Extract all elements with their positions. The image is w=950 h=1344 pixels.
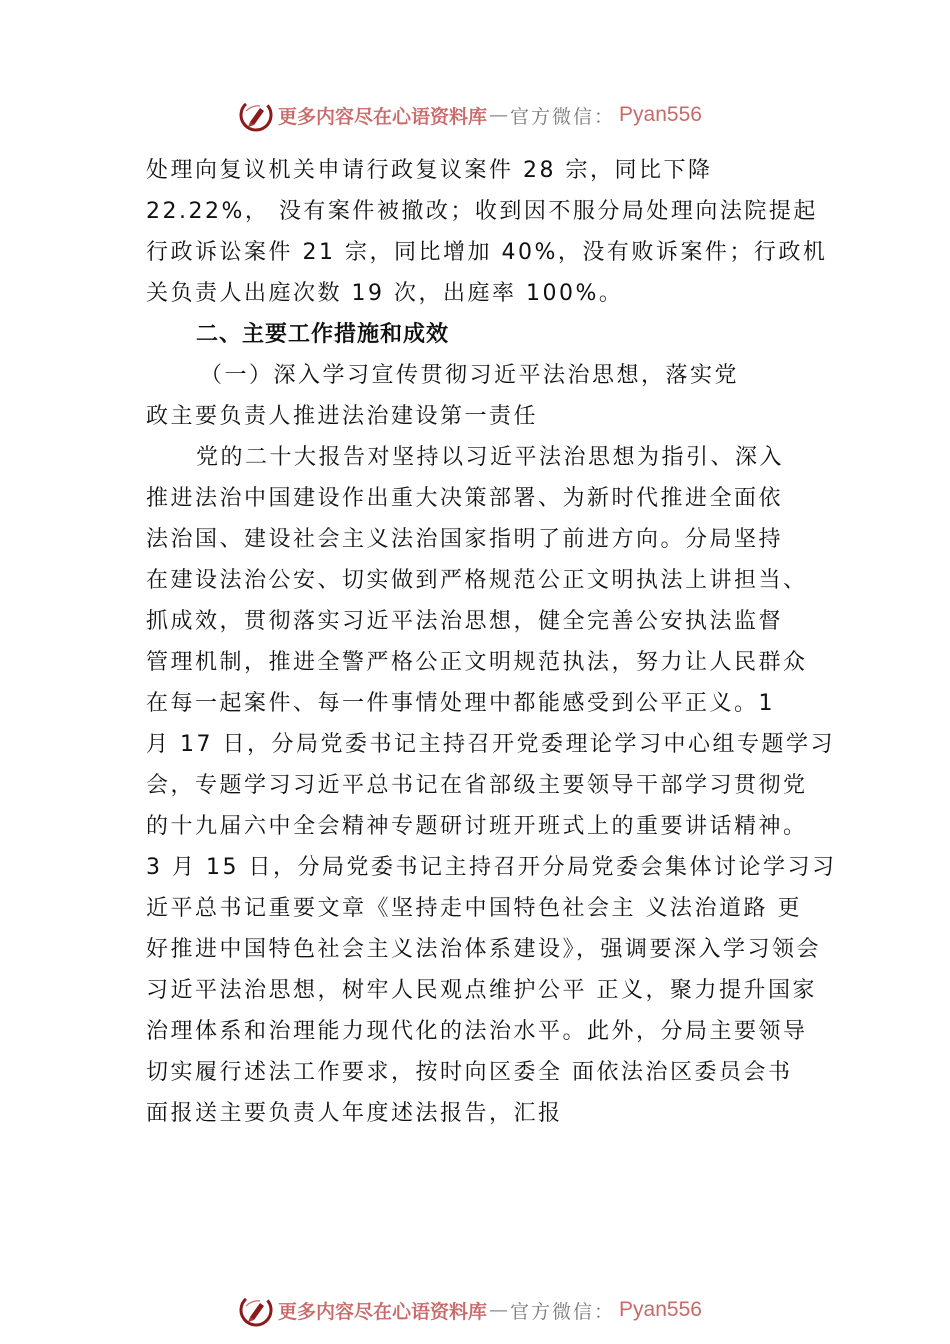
watermark-wechat-id: Pyan556 — [619, 1298, 702, 1321]
text-line: 抓成效，贯彻落实习近平法治思想，健全完善公安执法监督 — [146, 609, 784, 634]
text-line: 法治国、建设社会主义法治国家指明了前进方向。分局坚持 — [146, 527, 784, 552]
watermark-site-text: 更多内容尽在心语资料库 — [278, 105, 488, 128]
watermark-official-label: 官方微信： — [510, 1300, 616, 1323]
text-line: 处理向复议机关申请行政复议案件 28 宗，同比下降 — [146, 158, 713, 183]
pen-nib-logo-icon — [238, 1292, 274, 1328]
section-heading: 二、主要工作措施和成效 — [196, 322, 450, 347]
text-line: 关负责人出庭次数 19 次，出庭率 100%。 — [146, 281, 624, 306]
header-watermark — [238, 95, 702, 135]
text-line: 在每一起案件、每一件事情处理中都能感受到公平正义。1 — [146, 691, 775, 716]
watermark-official-label: 官方微信： — [510, 105, 616, 128]
text-line: 的十九届六中全会精神专题研讨班开班式上的重要讲话精神。 — [146, 814, 808, 839]
text-line: 22.22%， 没有案件被撤改；收到因不服分局处理向法院提起 — [146, 199, 818, 224]
text-line: 管理机制，推进全警严格公正文明规范执法，努力让人民群众 — [146, 650, 808, 675]
pen-nib-logo-icon — [238, 97, 274, 133]
text-line: 习近平法治思想，树牢人民观点维护公平 正义，聚力提升国家 — [146, 978, 817, 1003]
document-body — [146, 150, 846, 1134]
text-line: 近平总书记重要文章《坚持走中国特色社会主 义法治道路 更 — [146, 896, 802, 921]
text-line: 面报送主要负责人年度述法报告，汇报 — [146, 1101, 563, 1126]
text-line: 好推进中国特色社会主义法治体系建设》，强调要深入学习领会 — [146, 937, 822, 962]
watermark-site-text: 更多内容尽在心语资料库 — [278, 1300, 488, 1323]
text-line: 行政诉讼案件 21 宗，同比增加 40%，没有败诉案件；行政机 — [146, 240, 828, 265]
text-line: 治理体系和治理能力现代化的法治水平。此外，分局主要领导 — [146, 1019, 808, 1044]
watermark-wechat-id: Pyan556 — [619, 103, 702, 126]
text-line: 在建设法治公安、切实做到严格规范公正文明执法上讲担当、 — [146, 568, 808, 593]
text-line: 切实履行述法工作要求，按时向区委全 面依法治区委员会书 — [146, 1060, 793, 1085]
paragraph-statistics — [146, 150, 846, 314]
watermark-dash: — — [489, 104, 509, 126]
watermark-dash: — — [489, 1299, 509, 1321]
text-line: 党的二十大报告对坚持以习近平法治思想为指引、深入 — [196, 445, 785, 470]
subsection-heading-line: 政主要负责人推进法治建设第一责任 — [146, 404, 539, 429]
text-line: 3 月 15 日，分局党委书记主持召开分局党委会集体讨论学习习 — [146, 855, 837, 880]
footer-watermark — [238, 1290, 702, 1330]
text-line: 推进法治中国建设作出重大决策部署、为新时代推进全面依 — [146, 486, 784, 511]
subsection-heading-line: （一）深入学习宣传贯彻习近平法治思想，落实党 — [200, 363, 740, 388]
text-line: 会，专题学习习近平总书记在省部级主要领导干部学习贯彻党 — [146, 773, 808, 798]
paragraph-measures — [146, 437, 846, 1134]
text-line: 月 17 日，分局党委书记主持召开党委理论学习中心组专题学习 — [146, 732, 835, 757]
subsection-heading — [146, 355, 846, 437]
